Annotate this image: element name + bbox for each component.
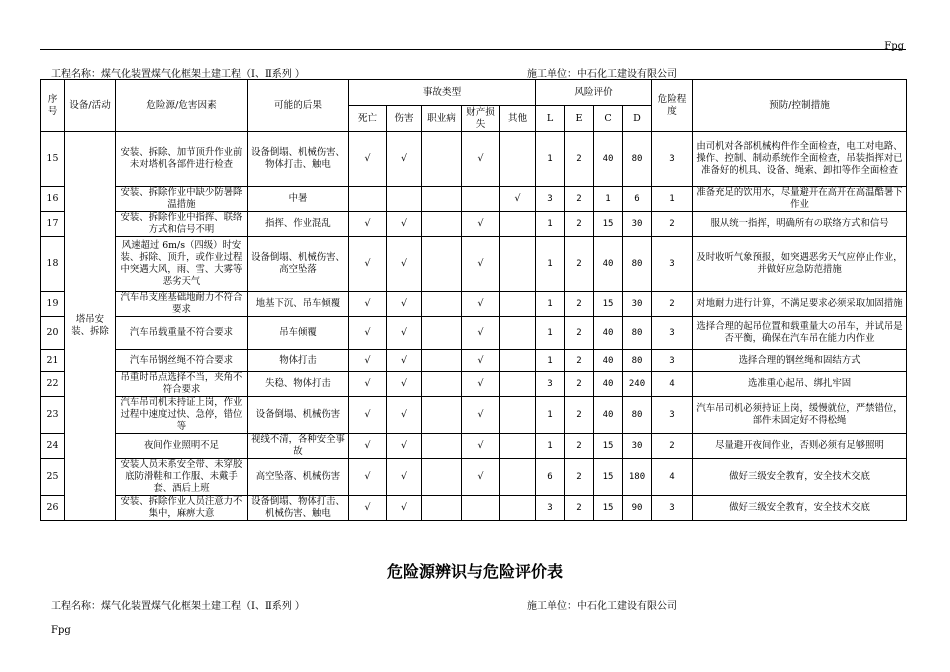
table-row bbox=[41, 434, 907, 459]
col-seq: 序号 bbox=[41, 80, 65, 132]
measures-cell: 对地耐力进行计算，不满足要求必须采取加固措施 bbox=[693, 292, 907, 317]
table-row bbox=[41, 187, 907, 212]
other-check-cell bbox=[500, 132, 536, 187]
property-check-cell: √ bbox=[462, 317, 500, 350]
consequence-cell: 视线不清，各种安全事故 bbox=[248, 434, 349, 459]
hazard-cell: 汽车吊载重量不符合要求 bbox=[116, 317, 248, 350]
hazard-cell: 安装、拆除、加节顶升作业前未对塔机各部件进行检查 bbox=[116, 132, 248, 187]
document-title: 危险源辨识与危险评价表 bbox=[386, 562, 563, 581]
measures-cell: 做好三级安全教育，安全技术交底 bbox=[693, 459, 907, 496]
L-cell: 1 bbox=[536, 434, 565, 459]
col-hazard: 危险源/危害因素 bbox=[116, 80, 248, 132]
death-check-cell: √ bbox=[349, 237, 387, 292]
other-check-cell: √ bbox=[500, 187, 536, 212]
col-C: C bbox=[594, 106, 623, 132]
level-cell: 3 bbox=[652, 397, 693, 434]
injury-check-cell: √ bbox=[387, 132, 422, 187]
L-cell: 3 bbox=[536, 372, 565, 397]
col-property: 财产损失 bbox=[462, 106, 500, 132]
seq-cell: 22 bbox=[41, 372, 65, 397]
measures-cell: 服从统一指挥，明确所有の联络方式和信号 bbox=[693, 212, 907, 237]
hazard-cell: 汽车吊钢丝绳不符合要求 bbox=[116, 350, 248, 372]
table-row bbox=[41, 132, 907, 187]
occupational-check-cell bbox=[422, 496, 462, 521]
C-cell: 15 bbox=[594, 434, 623, 459]
E-cell: 2 bbox=[565, 397, 594, 434]
property-check-cell: √ bbox=[462, 237, 500, 292]
C-cell: 40 bbox=[594, 237, 623, 292]
E-cell: 2 bbox=[565, 372, 594, 397]
consequence-cell: 设备倒塌、机械伤害、物体打击、触电 bbox=[248, 132, 349, 187]
property-check-cell bbox=[462, 187, 500, 212]
col-other: 其他 bbox=[500, 106, 536, 132]
seq-cell: 18 bbox=[41, 237, 65, 292]
hazard-cell: 吊重时吊点选择不当，夹角不符合要求 bbox=[116, 372, 248, 397]
injury-check-cell: √ bbox=[387, 459, 422, 496]
injury-check-cell: √ bbox=[387, 496, 422, 521]
L-cell: 1 bbox=[536, 397, 565, 434]
property-check-cell: √ bbox=[462, 434, 500, 459]
property-check-cell: √ bbox=[462, 397, 500, 434]
E-cell: 2 bbox=[565, 350, 594, 372]
table-row bbox=[41, 212, 907, 237]
seq-cell: 15 bbox=[41, 132, 65, 187]
D-cell: 80 bbox=[623, 317, 652, 350]
injury-check-cell: √ bbox=[387, 397, 422, 434]
level-cell: 4 bbox=[652, 459, 693, 496]
L-cell: 1 bbox=[536, 317, 565, 350]
hazard-cell: 安装、拆除作业人员注意力不集中，麻痹大意 bbox=[116, 496, 248, 521]
consequence-cell: 失稳、物体打击 bbox=[248, 372, 349, 397]
death-check-cell: √ bbox=[349, 397, 387, 434]
table-row bbox=[41, 292, 907, 317]
other-check-cell bbox=[500, 459, 536, 496]
occupational-check-cell bbox=[422, 212, 462, 237]
consequence-cell: 物体打击 bbox=[248, 350, 349, 372]
header-rule bbox=[40, 49, 906, 50]
consequence-cell: 指挥、作业混乱 bbox=[248, 212, 349, 237]
C-cell: 40 bbox=[594, 317, 623, 350]
level-cell: 3 bbox=[652, 132, 693, 187]
level-cell: 2 bbox=[652, 292, 693, 317]
E-cell: 2 bbox=[565, 292, 594, 317]
other-check-cell bbox=[500, 212, 536, 237]
death-check-cell: √ bbox=[349, 292, 387, 317]
death-check-cell bbox=[349, 187, 387, 212]
injury-check-cell: √ bbox=[387, 317, 422, 350]
measures-cell: 做好三级安全教育，安全技术交底 bbox=[693, 496, 907, 521]
property-check-cell: √ bbox=[462, 132, 500, 187]
doc-code-top: Fpg bbox=[884, 41, 904, 52]
E-cell: 2 bbox=[565, 132, 594, 187]
hazard-cell: 安装、拆除作业中缺少防暑降温措施 bbox=[116, 187, 248, 212]
level-cell: 3 bbox=[652, 496, 693, 521]
occupational-check-cell bbox=[422, 317, 462, 350]
hazard-cell: 安装人员未系安全带、未穿胶底防滑鞋和工作服、未戴手套、酒后上班 bbox=[116, 459, 248, 496]
other-check-cell bbox=[500, 317, 536, 350]
hazard-cell: 安装、拆除作业中指挥、联络方式和信号不明 bbox=[116, 212, 248, 237]
D-cell: 30 bbox=[623, 292, 652, 317]
injury-check-cell: √ bbox=[387, 212, 422, 237]
footer-construction-unit: 施工单位：中石化工建设有限公司 bbox=[527, 601, 677, 612]
D-cell: 180 bbox=[623, 459, 652, 496]
measures-cell: 及时收听气象预报，如突遇恶劣天气应停止作业，并做好应急防范措施 bbox=[693, 237, 907, 292]
col-accident-type: 事故类型 bbox=[349, 80, 536, 106]
measures-cell: 选准重心起吊、绑扎牢固 bbox=[693, 372, 907, 397]
consequence-cell: 设备倒塌、机械伤害 bbox=[248, 397, 349, 434]
death-check-cell: √ bbox=[349, 434, 387, 459]
L-cell: 3 bbox=[536, 187, 565, 212]
E-cell: 2 bbox=[565, 187, 594, 212]
injury-check-cell: √ bbox=[387, 292, 422, 317]
col-level: 危险程度 bbox=[652, 80, 693, 132]
D-cell: 30 bbox=[623, 212, 652, 237]
measures-cell: 选择合理的钢丝绳和固结方式 bbox=[693, 350, 907, 372]
other-check-cell bbox=[500, 292, 536, 317]
injury-check-cell: √ bbox=[387, 372, 422, 397]
occupational-check-cell bbox=[422, 132, 462, 187]
property-check-cell: √ bbox=[462, 372, 500, 397]
col-E: E bbox=[565, 106, 594, 132]
seq-cell: 19 bbox=[41, 292, 65, 317]
doc-code-bottom: Fpg bbox=[51, 625, 71, 636]
other-check-cell bbox=[500, 397, 536, 434]
injury-check-cell: √ bbox=[387, 350, 422, 372]
level-cell: 2 bbox=[652, 434, 693, 459]
E-cell: 2 bbox=[565, 434, 594, 459]
activity-cell: 塔吊安装、拆除 bbox=[65, 132, 116, 521]
col-injury: 伤害 bbox=[387, 106, 422, 132]
col-occupational: 职业病 bbox=[422, 106, 462, 132]
C-cell: 15 bbox=[594, 292, 623, 317]
level-cell: 3 bbox=[652, 350, 693, 372]
property-check-cell: √ bbox=[462, 212, 500, 237]
seq-cell: 24 bbox=[41, 434, 65, 459]
measures-cell: 尽量避开夜间作业，否则必须有足够照明 bbox=[693, 434, 907, 459]
occupational-check-cell bbox=[422, 459, 462, 496]
level-cell: 2 bbox=[652, 212, 693, 237]
C-cell: 40 bbox=[594, 397, 623, 434]
death-check-cell: √ bbox=[349, 212, 387, 237]
L-cell: 1 bbox=[536, 212, 565, 237]
consequence-cell: 吊车倾覆 bbox=[248, 317, 349, 350]
table-row bbox=[41, 237, 907, 292]
seq-cell: 21 bbox=[41, 350, 65, 372]
occupational-check-cell bbox=[422, 372, 462, 397]
occupational-check-cell bbox=[422, 350, 462, 372]
hazard-cell: 风速超过 6m/s（四级）时安装、拆除、顶升，或作业过程中突遇大风，雨、雪、大雾等恶劣天气 bbox=[116, 237, 248, 292]
seq-cell: 20 bbox=[41, 317, 65, 350]
D-cell: 80 bbox=[623, 350, 652, 372]
L-cell: 1 bbox=[536, 132, 565, 187]
L-cell: 1 bbox=[536, 350, 565, 372]
C-cell: 15 bbox=[594, 459, 623, 496]
col-activity: 设备/活动 bbox=[65, 80, 116, 132]
level-cell: 4 bbox=[652, 372, 693, 397]
C-cell: 15 bbox=[594, 212, 623, 237]
property-check-cell bbox=[462, 496, 500, 521]
C-cell: 15 bbox=[594, 496, 623, 521]
construction-unit: 施工单位：中石化工建设有限公司 bbox=[527, 69, 677, 80]
death-check-cell: √ bbox=[349, 317, 387, 350]
E-cell: 2 bbox=[565, 317, 594, 350]
other-check-cell bbox=[500, 237, 536, 292]
seq-cell: 26 bbox=[41, 496, 65, 521]
C-cell: 40 bbox=[594, 132, 623, 187]
occupational-check-cell bbox=[422, 434, 462, 459]
property-check-cell: √ bbox=[462, 350, 500, 372]
consequence-cell: 设备倒塌、机械伤害、高空坠落 bbox=[248, 237, 349, 292]
D-cell: 240 bbox=[623, 372, 652, 397]
consequence-cell: 设备倒塌、物体打击、机械伤害、触电 bbox=[248, 496, 349, 521]
death-check-cell: √ bbox=[349, 372, 387, 397]
level-cell: 3 bbox=[652, 317, 693, 350]
measures-cell: 由司机对各部机械构件作全面检查，电工对电路、操作、控制、制动系统作全面检查，吊装指挥对已准备好的机具、设备、绳索、卸扣等作全面检查 bbox=[693, 132, 907, 187]
D-cell: 80 bbox=[623, 132, 652, 187]
consequence-cell: 高空坠落、机械伤害 bbox=[248, 459, 349, 496]
death-check-cell: √ bbox=[349, 496, 387, 521]
D-cell: 6 bbox=[623, 187, 652, 212]
L-cell: 1 bbox=[536, 292, 565, 317]
E-cell: 2 bbox=[565, 212, 594, 237]
injury-check-cell: √ bbox=[387, 237, 422, 292]
table-row bbox=[41, 350, 907, 372]
L-cell: 1 bbox=[536, 237, 565, 292]
occupational-check-cell bbox=[422, 292, 462, 317]
other-check-cell bbox=[500, 372, 536, 397]
col-measures: 预防/控制措施 bbox=[693, 80, 907, 132]
other-check-cell bbox=[500, 350, 536, 372]
E-cell: 2 bbox=[565, 237, 594, 292]
injury-check-cell: √ bbox=[387, 434, 422, 459]
seq-cell: 17 bbox=[41, 212, 65, 237]
hazard-cell: 夜间作业照明不足 bbox=[116, 434, 248, 459]
measures-cell: 汽车吊司机必须持证上岗，缓慢就位，严禁错位，部件未固定好不得松绳 bbox=[693, 397, 907, 434]
col-death: 死亡 bbox=[349, 106, 387, 132]
level-cell: 1 bbox=[652, 187, 693, 212]
col-consequence: 可能的后果 bbox=[248, 80, 349, 132]
L-cell: 3 bbox=[536, 496, 565, 521]
D-cell: 90 bbox=[623, 496, 652, 521]
measures-cell: 准备充足的饮用水，尽量避开在高开在高温酷暑下作业 bbox=[693, 187, 907, 212]
property-check-cell: √ bbox=[462, 459, 500, 496]
E-cell: 2 bbox=[565, 459, 594, 496]
C-cell: 40 bbox=[594, 372, 623, 397]
table-row bbox=[41, 496, 907, 521]
other-check-cell bbox=[500, 496, 536, 521]
col-L: L bbox=[536, 106, 565, 132]
D-cell: 30 bbox=[623, 434, 652, 459]
consequence-cell: 中暑 bbox=[248, 187, 349, 212]
col-D: D bbox=[623, 106, 652, 132]
L-cell: 6 bbox=[536, 459, 565, 496]
occupational-check-cell bbox=[422, 237, 462, 292]
occupational-check-cell bbox=[422, 397, 462, 434]
table-row bbox=[41, 317, 907, 350]
seq-cell: 16 bbox=[41, 187, 65, 212]
D-cell: 80 bbox=[623, 397, 652, 434]
C-cell: 1 bbox=[594, 187, 623, 212]
death-check-cell: √ bbox=[349, 459, 387, 496]
level-cell: 3 bbox=[652, 237, 693, 292]
project-name: 工程名称：煤气化装置煤气化框架土建工程（Ⅰ、Ⅱ系列 ） bbox=[51, 69, 305, 80]
measures-cell: 选择合理的起吊位置和载重量大の吊车，并试吊是否平衡，确保在汽车吊在能力内作业 bbox=[693, 317, 907, 350]
death-check-cell: √ bbox=[349, 132, 387, 187]
table-row bbox=[41, 372, 907, 397]
C-cell: 40 bbox=[594, 350, 623, 372]
col-risk-eval: 风险评价 bbox=[536, 80, 652, 106]
hazard-cell: 汽车吊支座基础地耐力不符合要求 bbox=[116, 292, 248, 317]
table-row bbox=[41, 459, 907, 496]
death-check-cell: √ bbox=[349, 350, 387, 372]
E-cell: 2 bbox=[565, 496, 594, 521]
seq-cell: 23 bbox=[41, 397, 65, 434]
table-row bbox=[41, 397, 907, 434]
hazard-table bbox=[40, 79, 907, 521]
consequence-cell: 地基下沉、吊车倾覆 bbox=[248, 292, 349, 317]
footer-project-name: 工程名称：煤气化装置煤气化框架土建工程（Ⅰ、Ⅱ系列 ） bbox=[51, 601, 305, 612]
property-check-cell: √ bbox=[462, 292, 500, 317]
hazard-cell: 汽车吊司机未持证上岗，作业过程中速度过快、急停，错位等 bbox=[116, 397, 248, 434]
D-cell: 80 bbox=[623, 237, 652, 292]
other-check-cell bbox=[500, 434, 536, 459]
injury-check-cell bbox=[387, 187, 422, 212]
seq-cell: 25 bbox=[41, 459, 65, 496]
occupational-check-cell bbox=[422, 187, 462, 212]
